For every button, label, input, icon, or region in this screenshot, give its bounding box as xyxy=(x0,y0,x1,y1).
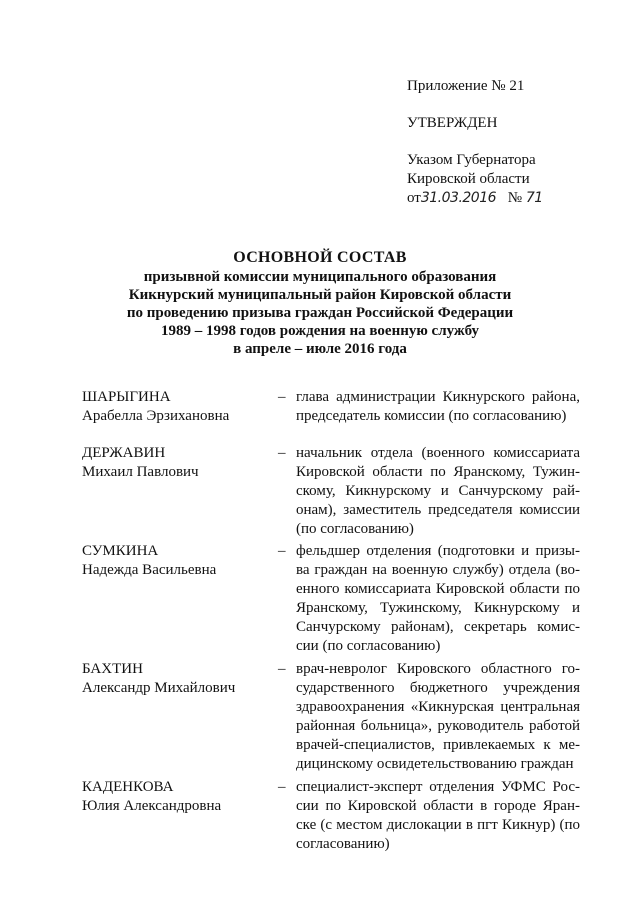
role-line: скому, Кикнурскому и Санчурскому рай- xyxy=(296,483,580,499)
role-line: сударственного бюджетного учреждения xyxy=(296,680,580,696)
handwritten-date: 31.03.2016 xyxy=(420,190,497,206)
member-given-name: Михаил Павлович xyxy=(82,464,199,480)
number-sign: № xyxy=(507,190,523,206)
role-line: врачей-специалистов, привлекаемых к ме- xyxy=(296,737,580,753)
member-surname: ШАРЫГИНА xyxy=(82,389,171,405)
member-given-name: Александр Михайлович xyxy=(82,680,236,696)
role-line: согласованию) xyxy=(296,836,390,852)
title-line-5: в апреле – июле 2016 года xyxy=(233,341,407,357)
role-line: Санчурскому районам), секретарь комис- xyxy=(296,619,580,635)
dash-separator: – xyxy=(278,445,286,461)
title-line-2: Кикнурский муниципальный район Кировской области xyxy=(128,287,512,303)
role-line: ске (с местом дислокации в пгт Кикнур) (по xyxy=(296,817,580,833)
role-line: фельдшер отделения (подготовки и призы- xyxy=(296,543,580,559)
title-main: ОСНОВНОЙ СОСТАВ xyxy=(233,249,407,266)
role-line: врач-невролог Кировского областного го- xyxy=(296,661,580,677)
member-role xyxy=(296,660,580,774)
role-line: ва граждан на военную службу) отдела (во- xyxy=(296,562,580,578)
member-given-name: Арабелла Эрзихановна xyxy=(82,408,230,424)
approval-block xyxy=(407,77,607,208)
title-line-3: по проведению призыва граждан Российской Федерации xyxy=(126,305,514,321)
member-given-name: Юлия Александровна xyxy=(82,798,222,814)
role-line: районная больница», руководитель работой xyxy=(296,718,580,734)
role-line: Кировской области по Яранскому, Тужин- xyxy=(296,464,580,480)
member-role xyxy=(296,778,580,854)
member-given-name: Надежда Васильевна xyxy=(82,562,217,578)
role-line: онам), заместитель председателя комиссии xyxy=(296,502,580,518)
member-name xyxy=(82,388,272,426)
document-title xyxy=(0,248,640,358)
title-line-1: призывной комиссии муниципального образования xyxy=(143,269,497,285)
member-role xyxy=(296,542,580,656)
role-line: сии (по согласованию) xyxy=(296,638,441,654)
decree-date-row xyxy=(407,189,607,208)
member-name xyxy=(82,542,272,580)
appendix-label: Приложение № 21 xyxy=(407,78,525,94)
member-name xyxy=(82,660,272,698)
dash-separator: – xyxy=(278,661,286,677)
member-name xyxy=(82,778,272,816)
role-line: глава администрации Кикнурского района, xyxy=(296,389,580,405)
member-name xyxy=(82,444,272,482)
member-role xyxy=(296,444,580,539)
dash-separator: – xyxy=(278,779,286,795)
title-line-4: 1989 – 1998 годов рождения на военную службу xyxy=(160,323,480,339)
dash-separator: – xyxy=(278,543,286,559)
role-line: начальник отдела (военного комиссариата xyxy=(296,445,580,461)
member-role xyxy=(296,388,580,426)
date-prefix: от xyxy=(407,190,421,206)
role-line: дицинскому освидетельствованию граждан xyxy=(296,756,574,772)
dash-separator: – xyxy=(278,389,286,405)
member-surname: СУМКИНА xyxy=(82,543,159,559)
role-line: Яранскому, Тужинскому, Кикнурскому и xyxy=(296,600,580,616)
role-line: председатель комиссии (по согласованию) xyxy=(296,408,567,424)
role-line: специалист-эксперт отделения УФМС Рос- xyxy=(296,779,580,795)
member-surname: ДЕРЖАВИН xyxy=(82,445,166,461)
role-line: (по согласованию) xyxy=(296,521,414,537)
role-line: енного комиссариата Кировской области по xyxy=(296,581,580,597)
decree-line-2: Кировской области xyxy=(407,171,530,187)
member-surname: КАДЕНКОВА xyxy=(82,779,174,795)
role-line: здравоохранения «Кикнурская центральная xyxy=(296,699,580,715)
role-line: сии по Кировской области в городе Яран- xyxy=(296,798,580,814)
decree-line-1: Указом Губернатора xyxy=(407,152,536,168)
member-surname: БАХТИН xyxy=(82,661,143,677)
approved-label: УТВЕРЖДЕН xyxy=(407,115,498,131)
handwritten-number: 71 xyxy=(525,190,543,206)
